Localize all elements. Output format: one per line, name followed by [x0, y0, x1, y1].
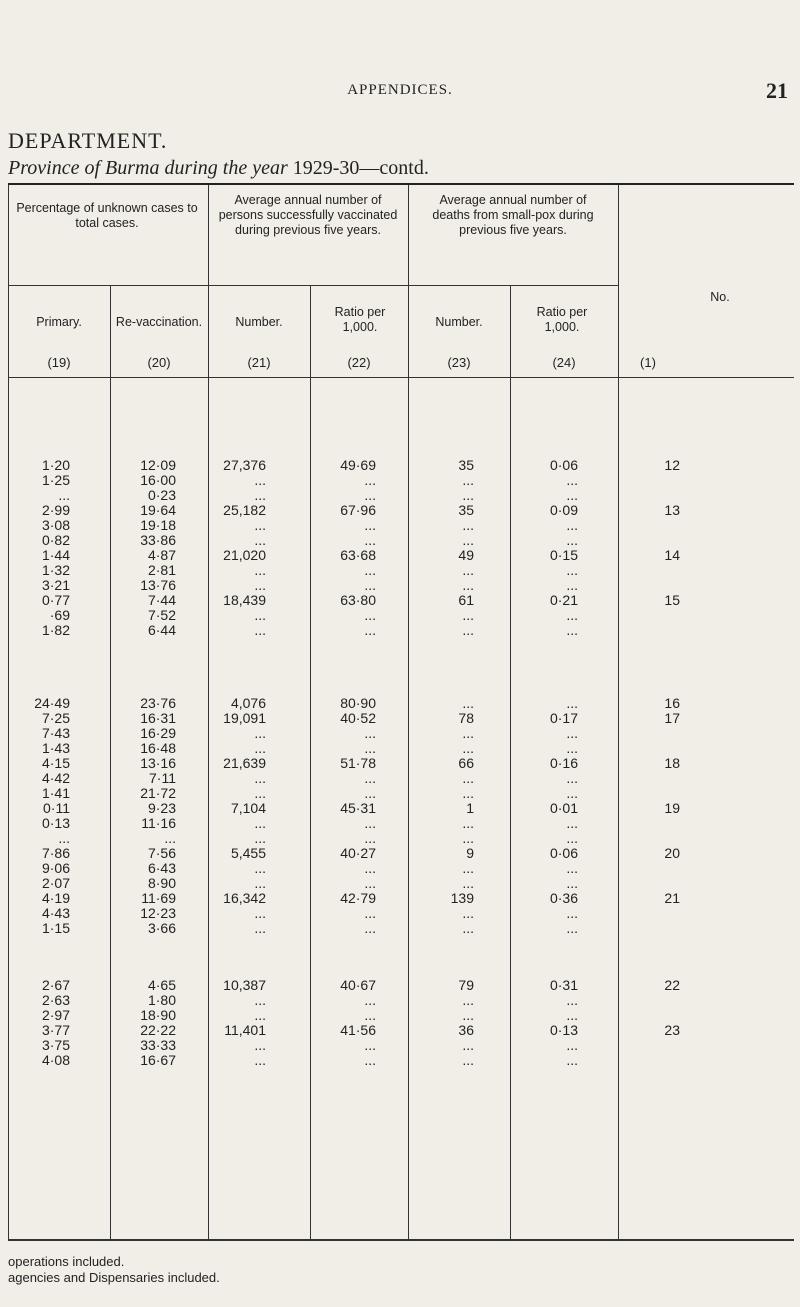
table-cell-c19: 2·97 — [41, 1007, 70, 1023]
table-cell-c23: ... — [462, 562, 474, 578]
table-cell-c24: 0·21 — [549, 592, 578, 608]
table-cell-c20: 16·31 — [140, 710, 176, 726]
table-cell-c23: ... — [462, 815, 474, 831]
table-cell-c24: ... — [566, 1052, 578, 1068]
table-cell-c19: 1·32 — [41, 562, 70, 578]
table-cell-c19: 1·43 — [41, 740, 70, 756]
table-cell-c20: 7·56 — [147, 845, 176, 861]
table-cell-c24: ... — [566, 992, 578, 1008]
table-cell-c24: ... — [566, 1007, 578, 1023]
table-cell-c23: ... — [462, 725, 474, 741]
footnote-1: operations included. — [8, 1254, 125, 1269]
table-cell-c22: ... — [364, 577, 376, 593]
table-row — [0, 800, 800, 816]
table-cell-c22: 42·79 — [340, 890, 376, 906]
table-cell-c22: 80·90 — [340, 695, 376, 711]
table-cell-c23: ... — [462, 622, 474, 638]
table-cell-c19: 3·21 — [41, 577, 70, 593]
table-cell-c24: ... — [566, 770, 578, 786]
table-cell-c22: ... — [364, 920, 376, 936]
table-cell-c20: 23·76 — [140, 695, 176, 711]
table-cell-c1: 21 — [664, 890, 680, 906]
table-cell-c1: 20 — [664, 845, 680, 861]
table-cell-c22: 51·78 — [340, 755, 376, 771]
table-cell-c23: ... — [462, 472, 474, 488]
table-cell-c24: ... — [566, 905, 578, 921]
table-cell-c21: ... — [254, 992, 266, 1008]
table-cell-c23: 36 — [458, 1022, 474, 1038]
table-cell-c22: 63·68 — [340, 547, 376, 563]
table-cell-c1: 18 — [664, 755, 680, 771]
table-cell-c21: ... — [254, 562, 266, 578]
table-cell-c23: 9 — [466, 845, 474, 861]
table-cell-c20: 33·86 — [140, 532, 176, 548]
table-cell-c23: ... — [462, 532, 474, 548]
table-cell-c20: 7·52 — [147, 607, 176, 623]
table-cell-c24: 0·09 — [549, 502, 578, 518]
table-cell-c23: 78 — [458, 710, 474, 726]
table-cell-c23: ... — [462, 920, 474, 936]
table-cell-c24: ... — [566, 875, 578, 891]
table-cell-c24: ... — [566, 815, 578, 831]
table-cell-c22: 63·80 — [340, 592, 376, 608]
department-heading: DEPARTMENT. — [8, 128, 168, 153]
table-cell-c24: ... — [566, 622, 578, 638]
table-cell-c19: 4·42 — [41, 770, 70, 786]
table-row — [0, 860, 800, 876]
table-cell-c20: 16·48 — [140, 740, 176, 756]
table-cell-c19: 4·08 — [41, 1052, 70, 1068]
table-cell-c20: 13·16 — [140, 755, 176, 771]
table-cell-c22: ... — [364, 815, 376, 831]
table-cell-c23: ... — [462, 770, 474, 786]
table-cell-c20: 11·69 — [141, 890, 176, 906]
table-cell-c19: 2·63 — [41, 992, 70, 1008]
table-cell-c23: ... — [462, 1037, 474, 1053]
col-number-1: (1) — [640, 355, 656, 370]
col-number-23: (23) — [447, 355, 471, 370]
table-cell-c20: 16·67 — [140, 1052, 176, 1068]
table-cell-c22: ... — [364, 532, 376, 548]
table-cell-c20: 7·11 — [149, 770, 176, 786]
table-cell-c20: 3·66 — [147, 920, 176, 936]
col-number-21: (21) — [247, 355, 271, 370]
table-row — [0, 905, 800, 921]
table-cell-c23: ... — [462, 487, 474, 503]
table-cell-c24: 0·16 — [549, 755, 578, 771]
province-heading-year: 1929-30—contd. — [292, 157, 429, 179]
table-cell-c20: 18·90 — [140, 1007, 176, 1023]
table-cell-c20: 19·64 — [140, 502, 176, 518]
table-cell-c19: 0·77 — [41, 592, 70, 608]
table-cell-c20: 4·87 — [147, 547, 176, 563]
table-cell-c21: ... — [254, 1007, 266, 1023]
table-cell-c22: ... — [364, 830, 376, 846]
table-cell-c24: 0·17 — [549, 710, 578, 726]
table-cell-c19: 3·77 — [41, 1022, 70, 1038]
table-row — [0, 920, 800, 936]
table-cell-c22: ... — [364, 517, 376, 533]
table-cell-c20: 16·29 — [140, 725, 176, 741]
table-cell-c19: ... — [58, 830, 70, 846]
table-cell-c24: ... — [566, 607, 578, 623]
table-cell-c1: 22 — [664, 977, 680, 993]
table-cell-c21: ... — [254, 532, 266, 548]
table-cell-c21: ... — [254, 622, 266, 638]
group-header-rule — [8, 285, 208, 286]
table-cell-c23: ... — [462, 785, 474, 801]
table-cell-c23: 66 — [458, 755, 474, 771]
table-cell-c24: ... — [566, 695, 578, 711]
table-cell-c1: 17 — [664, 710, 680, 726]
table-cell-c23: 79 — [458, 977, 474, 993]
footnote-2: agencies and Dispensaries included. — [8, 1270, 220, 1285]
table-row — [0, 1052, 800, 1068]
table-cell-c20: 33·33 — [140, 1037, 176, 1053]
table-cell-c22: ... — [364, 1037, 376, 1053]
table-cell-c22: ... — [364, 905, 376, 921]
table-cell-c19: 1·20 — [41, 457, 70, 473]
table-cell-c21: 10,387 — [223, 977, 266, 993]
table-row — [0, 992, 800, 1008]
table-cell-c21: 19,091 — [223, 710, 266, 726]
table-row — [0, 710, 800, 726]
table-cell-c23: ... — [462, 1052, 474, 1068]
table-cell-c21: 11,401 — [224, 1022, 266, 1038]
table-row — [0, 725, 800, 741]
table-cell-c20: 6·43 — [147, 860, 176, 876]
table-cell-c20: 19·18 — [140, 517, 176, 533]
page-number: 21 — [766, 78, 788, 103]
table-cell-c22: 40·27 — [340, 845, 376, 861]
table-cell-c22: 67·96 — [340, 502, 376, 518]
table-cell-c23: 49 — [458, 547, 474, 563]
table-cell-c24: ... — [566, 860, 578, 876]
table-bottom-rule — [8, 1239, 794, 1241]
table-cell-c24: 0·36 — [549, 890, 578, 906]
table-cell-c19: 1·44 — [41, 547, 70, 563]
table-row — [0, 830, 800, 846]
table-cell-c21: ... — [254, 517, 266, 533]
header-bottom-rule — [8, 377, 794, 378]
col-header-ratio-deaths: Ratio per 1,000. — [536, 305, 588, 334]
table-cell-c20: 9·23 — [147, 800, 176, 816]
table-row — [0, 577, 800, 593]
table-cell-c23: ... — [462, 695, 474, 711]
table-row — [0, 592, 800, 608]
table-cell-c23: ... — [462, 860, 474, 876]
col-number-22: (22) — [347, 355, 371, 370]
table-row — [0, 517, 800, 533]
table-cell-c21: ... — [254, 487, 266, 503]
table-cell-c19: 2·99 — [41, 502, 70, 518]
table-cell-c21: 21,020 — [223, 547, 266, 563]
table-cell-c19: 2·07 — [41, 875, 70, 891]
table-row — [0, 502, 800, 518]
table-cell-c22: ... — [364, 472, 376, 488]
table-cell-c21: ... — [254, 472, 266, 488]
col-header-number-deaths: Number. — [435, 315, 483, 329]
table-cell-c22: 49·69 — [340, 457, 376, 473]
table-cell-c22: ... — [364, 622, 376, 638]
table-cell-c21: 4,076 — [230, 695, 266, 711]
table-cell-c20: ... — [164, 830, 176, 846]
table-cell-c24: ... — [566, 487, 578, 503]
table-row — [0, 770, 800, 786]
table-cell-c19: 4·43 — [41, 905, 70, 921]
table-row — [0, 562, 800, 578]
table-cell-c22: ... — [364, 785, 376, 801]
table-cell-c19: 3·08 — [41, 517, 70, 533]
table-cell-c24: ... — [566, 532, 578, 548]
table-cell-c21: ... — [254, 785, 266, 801]
group-header-rule — [408, 285, 618, 286]
col-header-primary: Primary. — [36, 315, 82, 329]
table-cell-c19: ... — [58, 487, 70, 503]
table-cell-c22: ... — [364, 725, 376, 741]
table-row — [0, 607, 800, 623]
table-cell-c22: 40·67 — [340, 977, 376, 993]
table-cell-c19: 4·19 — [41, 890, 70, 906]
table-cell-c23: ... — [462, 875, 474, 891]
table-cell-c22: 40·52 — [340, 710, 376, 726]
table-cell-c19: 0·13 — [41, 815, 70, 831]
table-row — [0, 487, 800, 503]
table-cell-c23: ... — [462, 905, 474, 921]
table-cell-c24: 0·15 — [549, 547, 578, 563]
table-cell-c1: 23 — [664, 1022, 680, 1038]
table-cell-c1: 13 — [664, 502, 680, 518]
table-cell-c22: ... — [364, 487, 376, 503]
table-cell-c24: 0·06 — [549, 845, 578, 861]
table-row — [0, 472, 800, 488]
table-cell-c21: ... — [254, 860, 266, 876]
table-cell-c19: 4·15 — [41, 755, 70, 771]
table-cell-c19: 24·49 — [34, 695, 70, 711]
table-cell-c24: 0·01 — [549, 800, 578, 816]
table-cell-c22: ... — [364, 770, 376, 786]
table-row — [0, 740, 800, 756]
statistics-table — [0, 185, 800, 1240]
table-row — [0, 815, 800, 831]
table-cell-c20: 8·90 — [147, 875, 176, 891]
table-cell-c24: ... — [566, 1037, 578, 1053]
table-cell-c1: 12 — [664, 457, 680, 473]
table-cell-c19: 7·86 — [41, 845, 70, 861]
table-cell-c19: 7·43 — [41, 725, 70, 741]
table-cell-c20: 22·22 — [140, 1022, 176, 1038]
group-header-vaccinated: Average annual number of persons successfully vaccinated during previous five years. — [218, 193, 398, 237]
table-cell-c24: 0·06 — [549, 457, 578, 473]
table-row — [0, 622, 800, 638]
table-cell-c23: ... — [462, 517, 474, 533]
page-header-title: APPENDICES. — [347, 82, 453, 98]
table-row — [0, 977, 800, 993]
table-cell-c23: 139 — [450, 890, 474, 906]
table-cell-c20: 0·23 — [147, 487, 176, 503]
table-cell-c20: 12·23 — [140, 905, 176, 921]
table-cell-c19: 1·82 — [41, 622, 70, 638]
table-cell-c22: ... — [364, 992, 376, 1008]
table-cell-c19: 1·41 — [41, 785, 70, 801]
table-cell-c23: 35 — [458, 502, 474, 518]
table-cell-c24: ... — [566, 830, 578, 846]
table-cell-c20: 13·76 — [140, 577, 176, 593]
table-cell-c1: 16 — [664, 695, 680, 711]
col-header-revaccination: Re-vaccination. — [115, 315, 203, 329]
table-cell-c21: 7,104 — [230, 800, 266, 816]
province-heading-italic: Province of Burma during the year — [8, 157, 288, 179]
table-cell-c19: 1·15 — [41, 920, 70, 936]
table-cell-c21: ... — [254, 1052, 266, 1068]
table-cell-c20: 6·44 — [147, 622, 176, 638]
table-cell-c19: ·69 — [49, 607, 70, 623]
table-cell-c23: ... — [462, 992, 474, 1008]
table-row — [0, 785, 800, 801]
table-cell-c19: 3·75 — [41, 1037, 70, 1053]
col-number-19: (19) — [47, 355, 71, 370]
group-header-rule — [208, 285, 408, 286]
table-cell-c22: ... — [364, 860, 376, 876]
table-row — [0, 1022, 800, 1038]
table-cell-c24: ... — [566, 472, 578, 488]
table-cell-c21: ... — [254, 815, 266, 831]
table-cell-c23: 1 — [466, 800, 474, 816]
table-cell-c20: 16·00 — [140, 472, 176, 488]
table-cell-c20: 2·81 — [147, 562, 176, 578]
table-cell-c21: 16,342 — [223, 890, 266, 906]
group-header-deaths: Average annual number of deaths from small-pox during previous five years. — [432, 193, 594, 237]
table-cell-c22: ... — [364, 740, 376, 756]
table-cell-c19: 7·25 — [41, 710, 70, 726]
table-row — [0, 547, 800, 563]
table-cell-c20: 11·16 — [141, 815, 176, 831]
table-cell-c21: 18,439 — [223, 592, 266, 608]
table-cell-c19: 2·67 — [41, 977, 70, 993]
group-header-unknown-cases: Percentage of unknown cases to total cases. — [16, 201, 198, 230]
table-cell-c21: ... — [254, 740, 266, 756]
col-header-number-vaccinated: Number. — [235, 315, 283, 329]
table-cell-c21: 5,455 — [230, 845, 266, 861]
table-cell-c20: 1·80 — [147, 992, 176, 1008]
col-number-20: (20) — [147, 355, 171, 370]
table-cell-c22: ... — [364, 1007, 376, 1023]
table-cell-c23: ... — [462, 740, 474, 756]
table-row — [0, 532, 800, 548]
table-cell-c21: 21,639 — [223, 755, 266, 771]
table-cell-c20: 12·09 — [140, 457, 176, 473]
table-cell-c21: ... — [254, 770, 266, 786]
table-row — [0, 695, 800, 711]
table-cell-c21: ... — [254, 1037, 266, 1053]
table-cell-c24: ... — [566, 562, 578, 578]
table-row — [0, 845, 800, 861]
table-cell-c24: ... — [566, 740, 578, 756]
table-cell-c20: 7·44 — [147, 592, 176, 608]
table-row — [0, 1037, 800, 1053]
table-row — [0, 1007, 800, 1023]
table-cell-c22: ... — [364, 1052, 376, 1068]
table-cell-c21: ... — [254, 905, 266, 921]
table-cell-c19: 1·25 — [41, 472, 70, 488]
table-cell-c24: 0·31 — [549, 977, 578, 993]
province-heading — [8, 157, 429, 180]
table-cell-c19: 0·11 — [43, 800, 70, 816]
table-cell-c22: 45·31 — [340, 800, 376, 816]
table-cell-c21: ... — [254, 577, 266, 593]
table-cell-c21: ... — [254, 875, 266, 891]
table-cell-c21: ... — [254, 920, 266, 936]
table-cell-c23: ... — [462, 607, 474, 623]
table-row — [0, 755, 800, 771]
table-row — [0, 875, 800, 891]
table-cell-c23: 35 — [458, 457, 474, 473]
table-cell-c23: ... — [462, 577, 474, 593]
table-cell-c24: ... — [566, 517, 578, 533]
table-cell-c23: ... — [462, 830, 474, 846]
table-cell-c22: ... — [364, 562, 376, 578]
table-cell-c1: 14 — [664, 547, 680, 563]
table-row — [0, 457, 800, 473]
table-cell-c19: 9·06 — [41, 860, 70, 876]
table-cell-c23: 61 — [458, 592, 474, 608]
col-header-ratio-vaccinated: Ratio per 1,000. — [334, 305, 386, 334]
group-header-no: No. — [710, 290, 730, 304]
table-row — [0, 890, 800, 906]
table-cell-c1: 15 — [664, 592, 680, 608]
table-cell-c22: ... — [364, 875, 376, 891]
table-cell-c24: ... — [566, 785, 578, 801]
table-cell-c21: 27,376 — [223, 457, 266, 473]
table-cell-c24: ... — [566, 577, 578, 593]
table-cell-c21: ... — [254, 830, 266, 846]
col-number-24: (24) — [552, 355, 576, 370]
table-cell-c24: 0·13 — [549, 1022, 578, 1038]
table-cell-c24: ... — [566, 920, 578, 936]
table-cell-c1: 19 — [664, 800, 680, 816]
table-cell-c21: 25,182 — [223, 502, 266, 518]
table-cell-c20: 21·72 — [140, 785, 176, 801]
table-cell-c23: ... — [462, 1007, 474, 1023]
table-cell-c20: 4·65 — [147, 977, 176, 993]
table-cell-c19: 0·82 — [41, 532, 70, 548]
table-cell-c24: ... — [566, 725, 578, 741]
table-cell-c21: ... — [254, 725, 266, 741]
table-cell-c22: 41·56 — [340, 1022, 376, 1038]
table-cell-c22: ... — [364, 607, 376, 623]
table-cell-c21: ... — [254, 607, 266, 623]
